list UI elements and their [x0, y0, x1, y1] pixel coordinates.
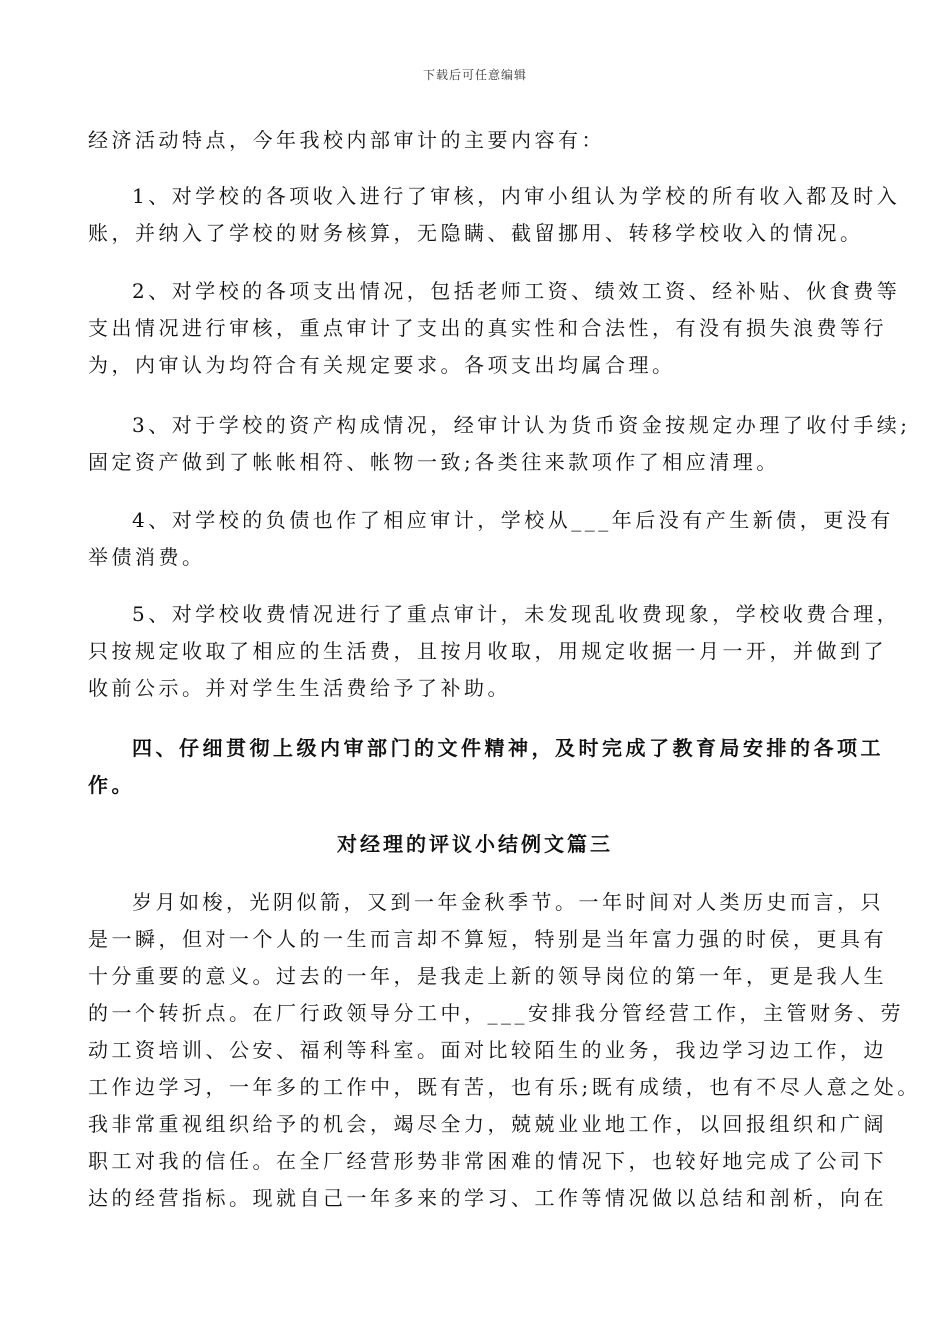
paragraph-line: 十分重要的意义。过去的一年，是我走上新的领导岗位的第一年，更是我人生 [88, 964, 887, 988]
paragraph-line: 支出情况进行审核，重点审计了支出的真实性和合法性，有没有损失浪费等行 [88, 316, 887, 340]
paragraph-line: 3、对于学校的资产构成情况，经审计认为货币资金按规定办理了收付手续; [132, 413, 911, 437]
paragraph-line: 只按规定收取了相应的生活费，且按月收取，用规定收据一月一开，并做到了 [88, 639, 887, 663]
paragraph-line: 5、对学校收费情况进行了重点审计，未发现乱收费现象，学校收费合理， [132, 602, 901, 626]
paragraph-line: 工作边学习，一年多的工作中，既有苦，也有乐;既有成绩，也有不尽人意之处。 [88, 1075, 921, 1099]
paragraph-line: 是一瞬，但对一个人的一生而言却不算短，特别是当年富力强的时侯，更具有 [88, 927, 887, 951]
paragraph-line: 4、对学校的负债也作了相应审计，学校从___年后没有产生新债，更没有 [132, 508, 894, 532]
item-paragraph-1 [88, 178, 901, 252]
paragraph-line: 的一个转折点。在厂行政领导分工中，___安排我分管经营工作，主管财务、劳 [88, 1001, 904, 1025]
paragraph-line: 达的经营指标。现就自己一年多来的学习、工作等情况做以总结和剖析，向在 [88, 1186, 887, 1210]
article-body [88, 884, 921, 1217]
item-paragraph-4 [88, 502, 894, 576]
item-paragraph-3 [88, 407, 911, 481]
paragraph-line: 经济活动特点，今年我校内部审计的主要内容有： [88, 128, 605, 152]
paragraph-line: 为，内审认为均符合有关规定要求。各项支出均属合理。 [88, 353, 676, 377]
paragraph-line: 账，并纳入了学校的财务核算，无隐瞒、截留挪用、转移学校收入的情况。 [88, 221, 864, 245]
paragraph-line: 2、对学校的各项支出情况，包括老师工资、绩效工资、经补贴、伙食费等 [132, 279, 901, 303]
paragraph-line: 动工资培训、公安、福利等科室。面对比较陌生的业务，我边学习边工作，边 [88, 1038, 887, 1062]
paragraph-line: 我非常重视组织给予的机会，竭尽全力，兢兢业业地工作，以回报组织和广阔 [88, 1112, 887, 1136]
paragraph-line: 岁月如梭，光阴似箭，又到一年金秋季节。一年时间对人类历史而言，只 [132, 890, 884, 914]
paragraph-line: 固定资产做到了帐帐相符、帐物一致;各类往来款项作了相应清理。 [88, 450, 780, 474]
article-title: 对经理的评议小结例文篇三 [337, 832, 613, 856]
item-paragraph-5 [88, 596, 901, 707]
paragraph-line: 举债消费。 [88, 545, 206, 569]
paragraph-line: 收前公示。并对学生生活费给予了补助。 [88, 676, 511, 700]
paragraph-line: 1、对学校的各项收入进行了审核，内审小组认为学校的所有收入都及时入 [132, 184, 901, 208]
paragraph-line: 四、仔细贯彻上级内审部门的文件精神，及时完成了教育局安排的各项工 [132, 736, 884, 760]
item-paragraph-2 [88, 273, 901, 384]
paragraph-line: 作。 [88, 773, 135, 797]
intro-paragraph [88, 122, 868, 159]
paragraph-line: 职工对我的信任。在全厂经营形势非常困难的情况下，也较好地完成了公司下 [88, 1149, 887, 1173]
page-header: 下载后可任意编辑 [422, 68, 527, 82]
section-four-heading [88, 730, 884, 804]
